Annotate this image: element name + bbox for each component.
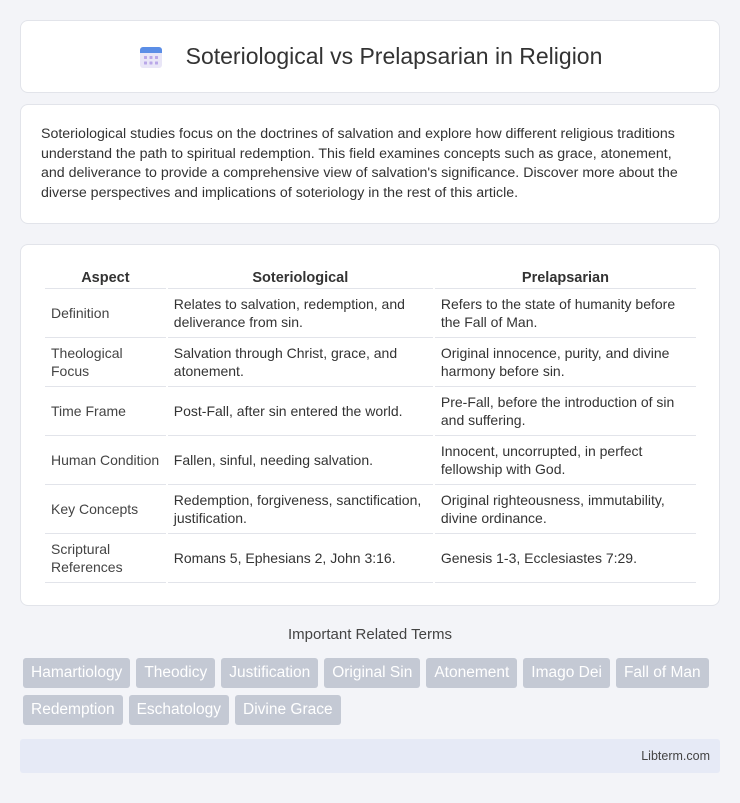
- footer: [20, 739, 720, 773]
- tag-hamartiology[interactable]: Hamartiology: [23, 658, 130, 688]
- aspect-cell: Human Condition: [45, 436, 166, 485]
- aspect-cell: Definition: [45, 289, 166, 338]
- soteriological-cell: Redemption, forgiveness, sanctification, justification.: [168, 485, 433, 534]
- prelapsarian-cell: Original innocence, purity, and divine harmony before sin.: [435, 338, 696, 387]
- soteriological-cell: Post-Fall, after sin entered the world.: [168, 387, 433, 436]
- tag-redemption[interactable]: Redemption: [23, 695, 123, 725]
- tag-justification[interactable]: Justification: [221, 658, 318, 688]
- tag-imago-dei[interactable]: Imago Dei: [523, 658, 610, 688]
- page-title: Soteriological vs Prelapsarian in Religion: [185, 43, 603, 69]
- prelapsarian-cell: Innocent, uncorrupted, in perfect fellowship with God.: [435, 436, 696, 485]
- table-row: [45, 338, 696, 387]
- tag-divine-grace[interactable]: Divine Grace: [235, 695, 341, 725]
- column-header-soteriological: Soteriological: [168, 265, 433, 289]
- prelapsarian-cell: Genesis 1-3, Ecclesiastes 7:29.: [435, 534, 696, 583]
- tag-original-sin[interactable]: Original Sin: [324, 658, 420, 688]
- comparison-table: [43, 265, 698, 583]
- soteriological-cell: Fallen, sinful, needing salvation.: [168, 436, 433, 485]
- table-row: [45, 289, 696, 338]
- table-header-row: [45, 265, 696, 289]
- soteriological-cell: Relates to salvation, redemption, and deliverance from sin.: [168, 289, 433, 338]
- soteriological-cell: Romans 5, Ephesians 2, John 3:16.: [168, 534, 433, 583]
- column-header-aspect: Aspect: [45, 265, 166, 289]
- aspect-cell: Theological Focus: [45, 338, 166, 387]
- tag-eschatology[interactable]: Eschatology: [129, 695, 229, 725]
- prelapsarian-cell: Original righteousness, immutability, divine ordinance.: [435, 485, 696, 534]
- table-row: [45, 485, 696, 534]
- column-header-prelapsarian: Prelapsarian: [435, 265, 696, 289]
- header-card: [20, 20, 720, 93]
- prelapsarian-cell: Pre-Fall, before the introduction of sin and suffering.: [435, 387, 696, 436]
- intro-card: [20, 104, 720, 224]
- table-row: [45, 387, 696, 436]
- soteriological-cell: Salvation through Christ, grace, and atonement.: [168, 338, 433, 387]
- footer-site-link[interactable]: Libterm.com: [641, 749, 710, 763]
- comparison-table-card: [20, 244, 720, 606]
- tag-atonement[interactable]: Atonement: [426, 658, 517, 688]
- tag-fall-of-man[interactable]: Fall of Man: [616, 658, 709, 688]
- intro-text: Soteriological studies focus on the doctrines of salvation and explore how different religious traditions understand the path to spiritual redemption. This field examines concepts such as grace, atonement, and deliverance to provide a comprehensive view of salvation's significance. Discover more about the diverse perspectives and implications of soteriology in the rest of this article.: [41, 126, 678, 201]
- table-row: [45, 534, 696, 583]
- related-terms-title: Important Related Terms: [288, 626, 452, 643]
- aspect-cell: Key Concepts: [45, 485, 166, 534]
- tag-theodicy[interactable]: Theodicy: [136, 658, 215, 688]
- prelapsarian-cell: Refers to the state of humanity before the Fall of Man.: [435, 289, 696, 338]
- related-terms-tags: [23, 658, 723, 732]
- table-row: [45, 436, 696, 485]
- calendar-icon: [138, 44, 164, 70]
- aspect-cell: Time Frame: [45, 387, 166, 436]
- aspect-cell: Scriptural References: [45, 534, 166, 583]
